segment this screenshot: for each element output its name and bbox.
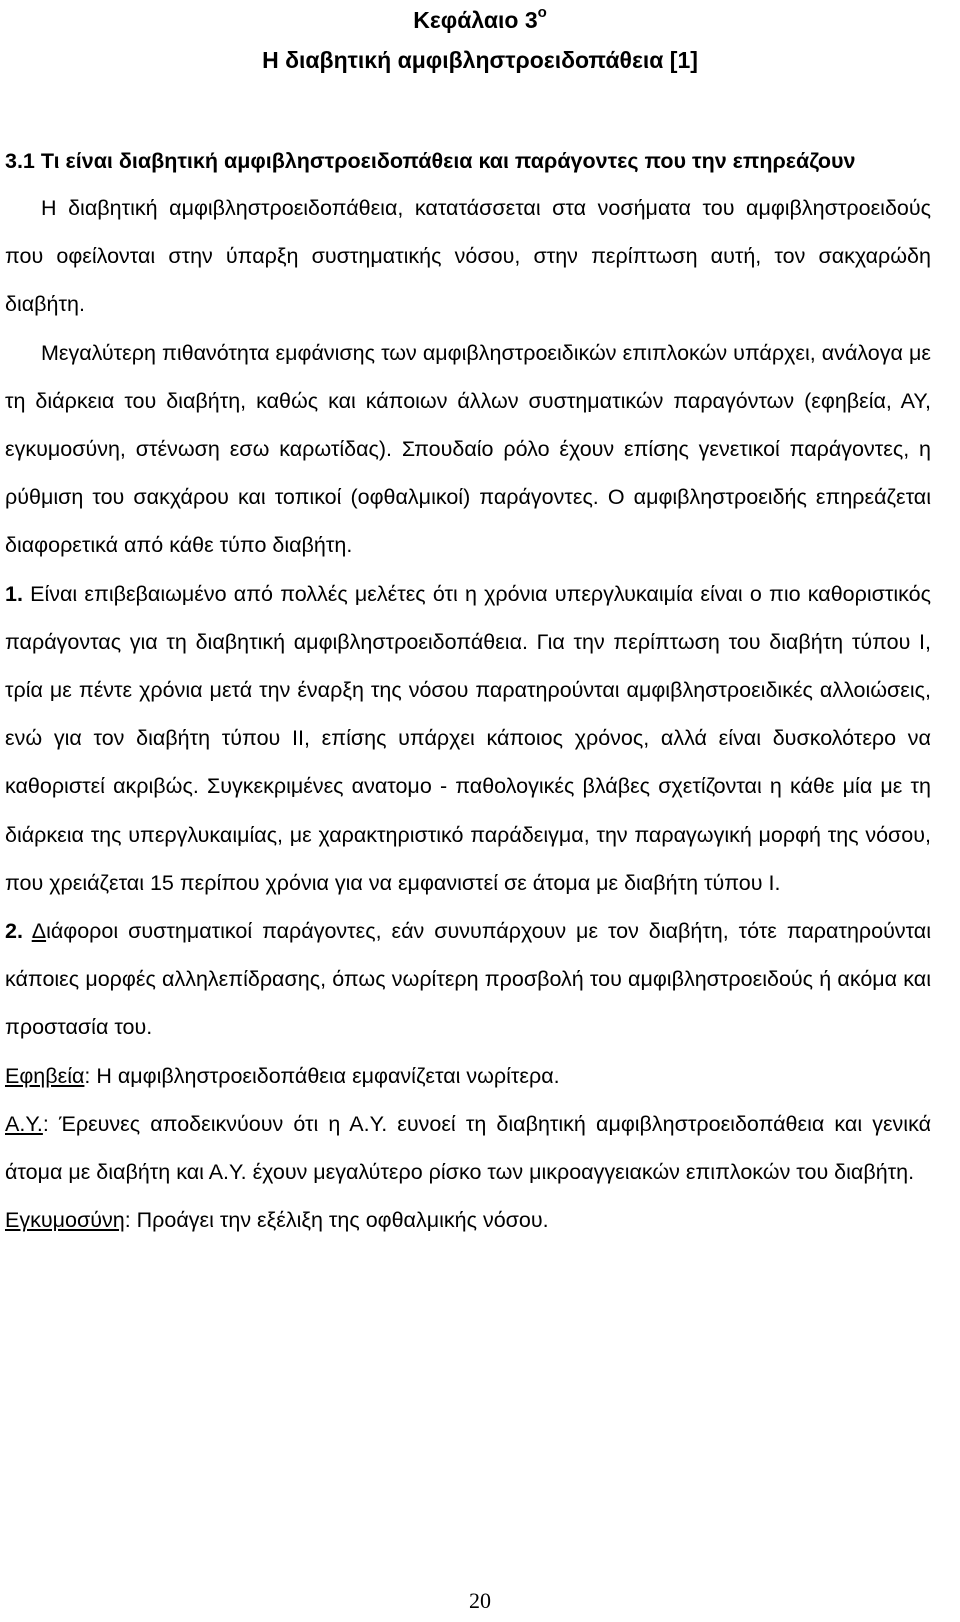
paragraph-intro: Η διαβητική αμφιβληστροειδοπάθεια, κατατάσσεται στα νοσήματα του αμφιβληστροειδούς που οφείλονται στην ύπαρξη συστηματικής νόσου, στην περίπτωση αυτή, τον σακχαρώδη διαβήτη. (5, 196, 931, 317)
chapter-number (0, 6, 960, 34)
page-number: 20 (469, 1588, 491, 1613)
paragraph-hypertension (5, 1100, 931, 1196)
paragraph-hypertension-text: : Έρευνες αποδεικνύουν ότι η Α.Υ. ευνοεί τη διαβητική αμφιβληστροειδοπάθεια και γενικά άτομα με διαβήτη και Α.Υ. έχουν μεγαλύτερο ρίσκο των μικροαγγειακών επιπλοκών του διαβήτη. (5, 1111, 931, 1185)
section-heading: 3.1 Τι είναι διαβητική αμφιβληστροειδοπάθεια και παράγοντες που την επηρεάζουν (5, 149, 856, 173)
first-letter-underlined: Δ (31, 919, 47, 944)
list-number-2: 2. (5, 919, 23, 944)
paragraph-risk-factors: Μεγαλύτερη πιθανότητα εμφάνισης των αμφιβληστροειδικών επιπλοκών υπάρχει, ανάλογα με τη διάρκεια του διαβήτη, καθώς και κάποιων άλλων συστηματικών παραγόντων (εφηβεία, ΑΥ, εγκυμοσύνη, στένωση εσω καρωτίδας). Σπουδαίο ρόλο έχουν επίσης γενετικοί παράγοντες, η ρύθμιση του σακχάρου και τοπικοί (οφθαλμικοί) παράγοντες. Ο αμφιβληστροειδής επηρεάζεται διαφορετικά από κάθε τύπο διαβήτη. (5, 340, 931, 558)
paragraph-hyperglycemia-text: Είναι επιβεβαιωμένο από πολλές μελέτες ότι η χρόνια υπεργλυκαιμία είναι ο πιο καθοριστικός παράγοντας για τη διαβητική αμφιβληστροειδοπάθεια. Για την περίπτωση του διαβήτη τύπου Ι, τρία με πέντε χρόνια μετά την έναρξη της νόσου παρατηρούνται αμφιβληστροειδικές αλλοιώσεις, ενώ για τον διαβήτη τύπου ΙΙ, επίσης υπάρχει κάποιος χρόνος, αλλά είναι δυσκολότερο να καθοριστεί ακριβώς. Συγκεκριμένες ανατομο - παθολογικές βλάβες σχετίζονται η κάθε μία με τη διάρκεια της υπεργλυκαιμίας, με χαρακτηριστικό παράδειγμα, την παραγωγική μορφή της νόσου, που χρειάζεται 15 περίπου χρόνια για να εμφανιστεί σε άτομα με διαβήτη τύπου Ι. (5, 581, 931, 895)
list-number-1: 1. (5, 581, 23, 606)
paragraph-systemic-factors (5, 907, 931, 1052)
chapter-number-label: Κεφάλαιο 3 (413, 7, 538, 33)
term-puberty: Εφηβεία (5, 1063, 85, 1088)
paragraph-puberty-text: : Η αμφιβληστροειδοπάθεια εμφανίζεται νωρίτερα. (84, 1063, 560, 1088)
chapter-title: Η διαβητική αμφιβληστροειδοπάθεια [1] (262, 47, 698, 73)
chapter-number-superscript: ο (537, 4, 547, 22)
paragraph-systemic-factors-text: ιάφοροι συστηματικοί παράγοντες, εάν συνυπάρχουν με τον διαβήτη, τότε παρατηρούνται κάποιες μορφές αλληλεπίδρασης, όπως νωρίτερη προσβολή του αμφιβληστροειδούς ή ακόμα και προστασία του. (5, 919, 931, 1040)
paragraph-pregnancy (5, 1196, 931, 1244)
term-pregnancy: Εγκυμοσύνη (5, 1208, 125, 1233)
body-text (5, 138, 931, 1244)
paragraph-puberty (5, 1052, 931, 1100)
paragraph-hyperglycemia (5, 570, 931, 907)
term-hypertension: Α.Υ. (5, 1111, 43, 1136)
paragraph-pregnancy-text: : Προάγει την εξέλιξη της οφθαλμικής νόσου. (124, 1208, 549, 1233)
